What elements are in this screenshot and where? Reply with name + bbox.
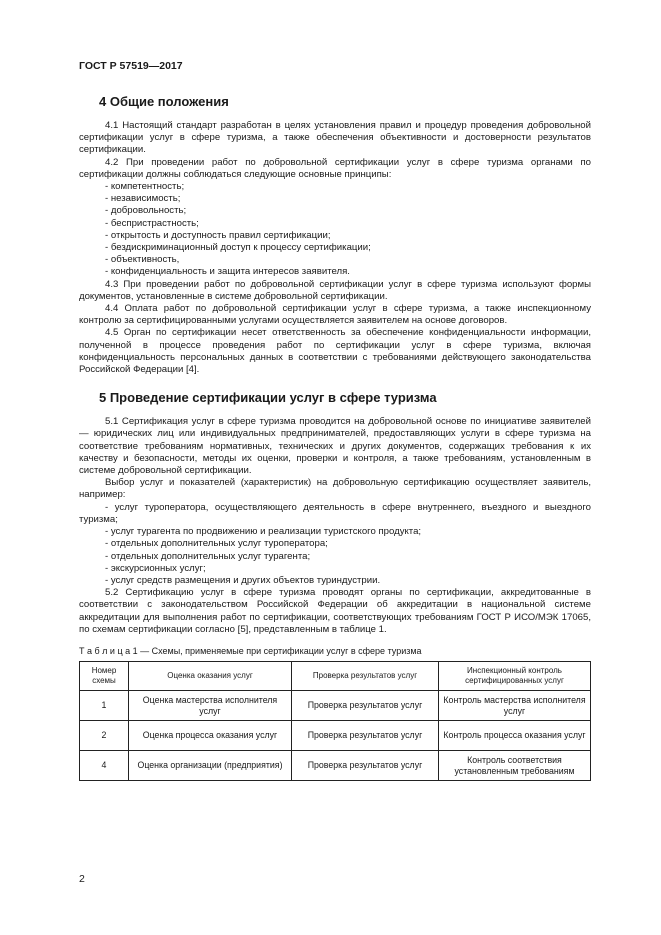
paragraph-4-3: 4.3 При проведении работ по добровольной сертификации услуг в сфере туризма используют формы документов, установленные в системе добровольной сертификации. — [79, 278, 591, 302]
table-cell: Контроль соответствия установленным требованиям — [439, 751, 591, 781]
list-item: - компетентность; — [105, 181, 185, 193]
paragraph-4-2: 4.2 При проведении работ по добровольной сертификации услуг в сфере туризма органами по сертификации должны соблюдаться следующие основные принципы: — [79, 156, 591, 180]
document-body — [79, 92, 591, 781]
list-item: - открытость и доступность правил сертификации; — [105, 229, 331, 241]
paragraph-4-1: 4.1 Настоящий стандарт разработан в целях установления правил и процедур проведения добровольной сертификации услуг в сфере туризма, а также обеспечения объективности и достоверности результатов сертификации. — [79, 120, 591, 156]
table-cell: Контроль процесса оказания услуг — [439, 721, 591, 751]
paragraph-5-selection: Выбор услуг и показателей (характеристик) на добровольную сертификацию осуществляет заявитель, например: — [79, 477, 591, 501]
list-item: - услуг турагента по продвижению и реализации туристского продукта; — [105, 526, 422, 538]
table-cell: Контроль мастерства исполнителя услуг — [439, 691, 591, 721]
paragraph-4-5: 4.5 Орган по сертификации несет ответственность за обеспечение конфиденциальности информации, полученной в процессе проведения работ по сертификации услуг в сфере туризма, включая конфиденциальность персональных данных в соответствии с требованиями действующего законодательства Российской Федерации [4]. — [79, 327, 591, 376]
table-cell: 4 — [80, 751, 129, 781]
list-item: - объективность, — [105, 254, 180, 266]
section-4-title: 4 Общие положения — [99, 94, 229, 109]
column-header: Инспекционный контроль сертифицированных услуг — [439, 662, 591, 691]
list-item: - независимость; — [105, 193, 181, 205]
table-cell: 2 — [80, 721, 129, 751]
column-header: Номер схемы — [80, 662, 129, 691]
table-header-row — [80, 662, 591, 691]
list-item: - экскурсионных услуг; — [105, 562, 206, 574]
table-cell: Проверка результатов услуг — [292, 721, 439, 751]
list-item: - отдельных дополнительных услуг туроператора; — [105, 538, 328, 550]
page-number: 2 — [79, 873, 85, 885]
table-row — [80, 721, 591, 751]
table-cell: 1 — [80, 691, 129, 721]
table-caption: Т а б л и ц а 1 — Схемы, применяемые при сертификации услуг в сфере туризма — [79, 645, 422, 656]
document-header: ГОСТ Р 57519—2017 — [79, 60, 183, 72]
paragraph-5-2: 5.2 Сертификацию услуг в сфере туризма проводят органы по сертификации, аккредитованные в соответствии с законодательством Российской Федерации об аккредитации в национальной системе аккредитации для выполнения работ по сертификации, соответствующих требованиям ГОСТ Р ИСО/МЭК 17065, по схемам сертификации согласно [5], представленным в таблице 1. — [79, 587, 591, 635]
table-cell: Проверка результатов услуг — [292, 691, 439, 721]
section-5-title: 5 Проведение сертификации услуг в сфере туризма — [99, 390, 437, 406]
list-item: - беспристрастность; — [105, 217, 199, 229]
list-item: - услуг туроператора, осуществляющего деятельность в сфере внутреннего, въездного и выездного туризма; — [79, 501, 591, 525]
column-header: Оценка оказания услуг — [129, 662, 292, 691]
table-row — [80, 751, 591, 781]
list-item: - добровольность; — [105, 205, 187, 217]
list-item: - бездискриминационный доступ к процессу сертификации; — [105, 242, 371, 254]
table-cell: Оценка организации (предприятия) — [129, 751, 292, 781]
column-header: Проверка результатов услуг — [292, 662, 439, 691]
list-item: - конфиденциальность и защита интересов заявителя. — [105, 266, 350, 278]
table-row — [80, 691, 591, 721]
table-cell: Оценка процесса оказания услуг — [129, 721, 292, 751]
list-item: - отдельных дополнительных услуг турагента; — [105, 550, 311, 562]
paragraph-5-1: 5.1 Сертификация услуг в сфере туризма проводится на добровольной основе по инициативе заявителей — юридических лиц или индивидуальных предпринимателей, предоставляющих услуги в сфере туризма на соответствие требованиям нормативных, технических и других документов, содержащих требования к их качеству и безопасности, методы их оценки, проверки и контроля, а также требованиям, установленным в системе добровольной сертификации. — [79, 416, 591, 477]
table-cell: Проверка результатов услуг — [292, 751, 439, 781]
paragraph-4-4: 4.4 Оплата работ по добровольной сертификации услуг в сфере туризма, а также инспекционному контролю за сертифицированными услугами осуществляется заявителем на основе договоров. — [79, 303, 591, 327]
list-item: - услуг средств размещения и других объектов туриндустрии. — [105, 574, 381, 586]
schemes-table — [79, 661, 591, 781]
table-cell: Оценка мастерства исполнителя услуг — [129, 691, 292, 721]
